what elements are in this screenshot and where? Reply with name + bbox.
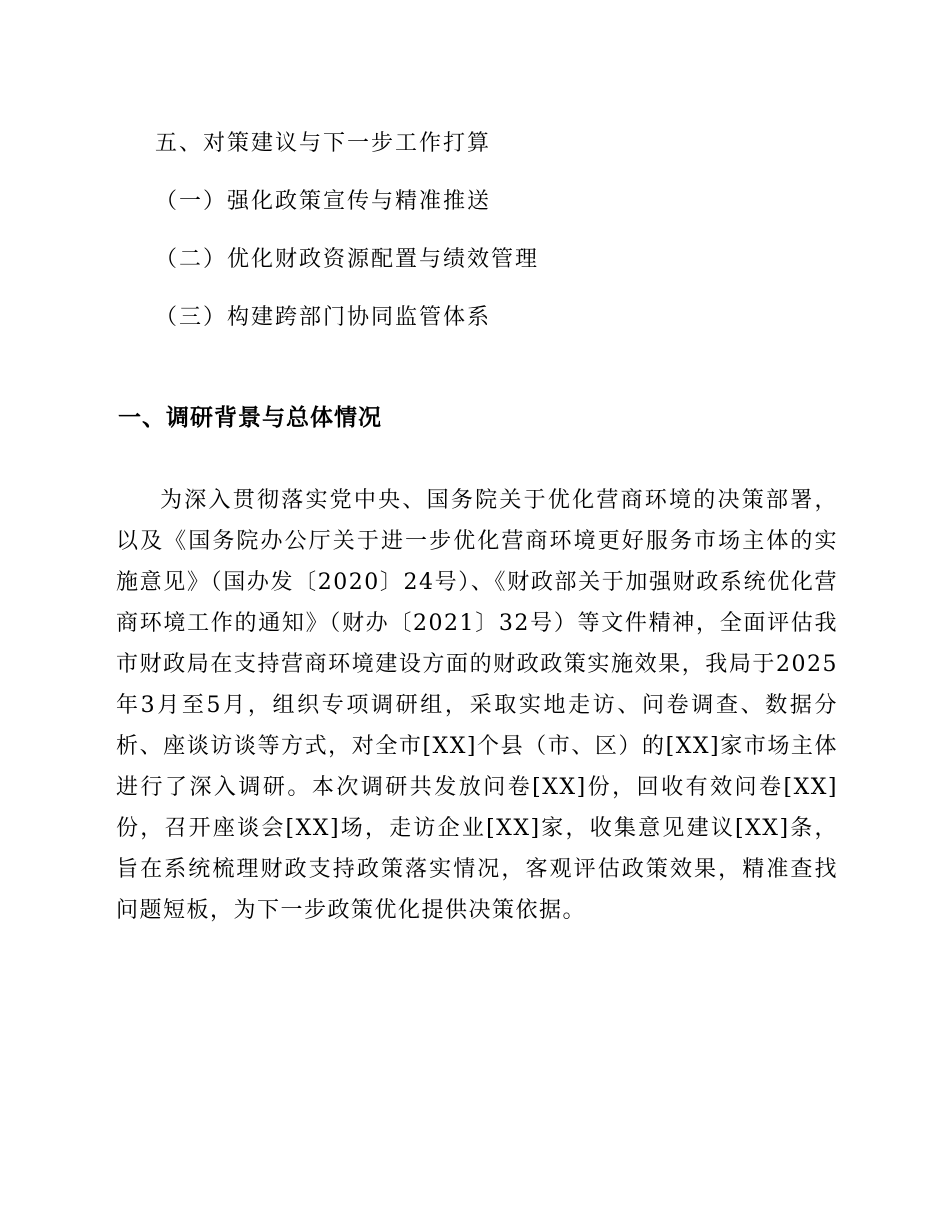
toc-item-2: （二）优化财政资源配置与绩效管理	[155, 247, 540, 272]
toc-item-1: （一）强化政策宣传与精准推送	[155, 189, 492, 214]
body-paragraph: 为深入贯彻落实党中央、国务院关于优化营商环境的决策部署，以及《国务院办公厅关于进一步优化营商环境更好服务市场主体的实施意见》（国办发〔2020〕24号）、《财政部关于加强财政系统优化营商环境工作的通知》（财办〔2021〕32号）等文件精神，全面评估我市财政局在支持营商环境建设方面的财政政策实施效果，我局于2025年3月至5月，组织专项调研组，采取实地走访、问卷调查、数据分析、座谈访谈等方式，对全市[XX]个县（市、区）的[XX]家市场主体进行了深入调研。本次调研共发放问卷[XX]份，回收有效问卷[XX]份，召开座谈会[XX]场，走访企业[XX]家，收集意见建议[XX]条，旨在系统梳理财政支持政策落实情况，客观评估政策效果，精准查找问题短板，为下一步政策优化提供决策依据。	[116, 488, 838, 923]
toc-item-3: （三）构建跨部门协同监管体系	[155, 305, 492, 330]
section-heading: 一、调研背景与总体情况	[118, 405, 382, 431]
toc-heading: 五、对策建议与下一步工作打算	[155, 131, 492, 156]
